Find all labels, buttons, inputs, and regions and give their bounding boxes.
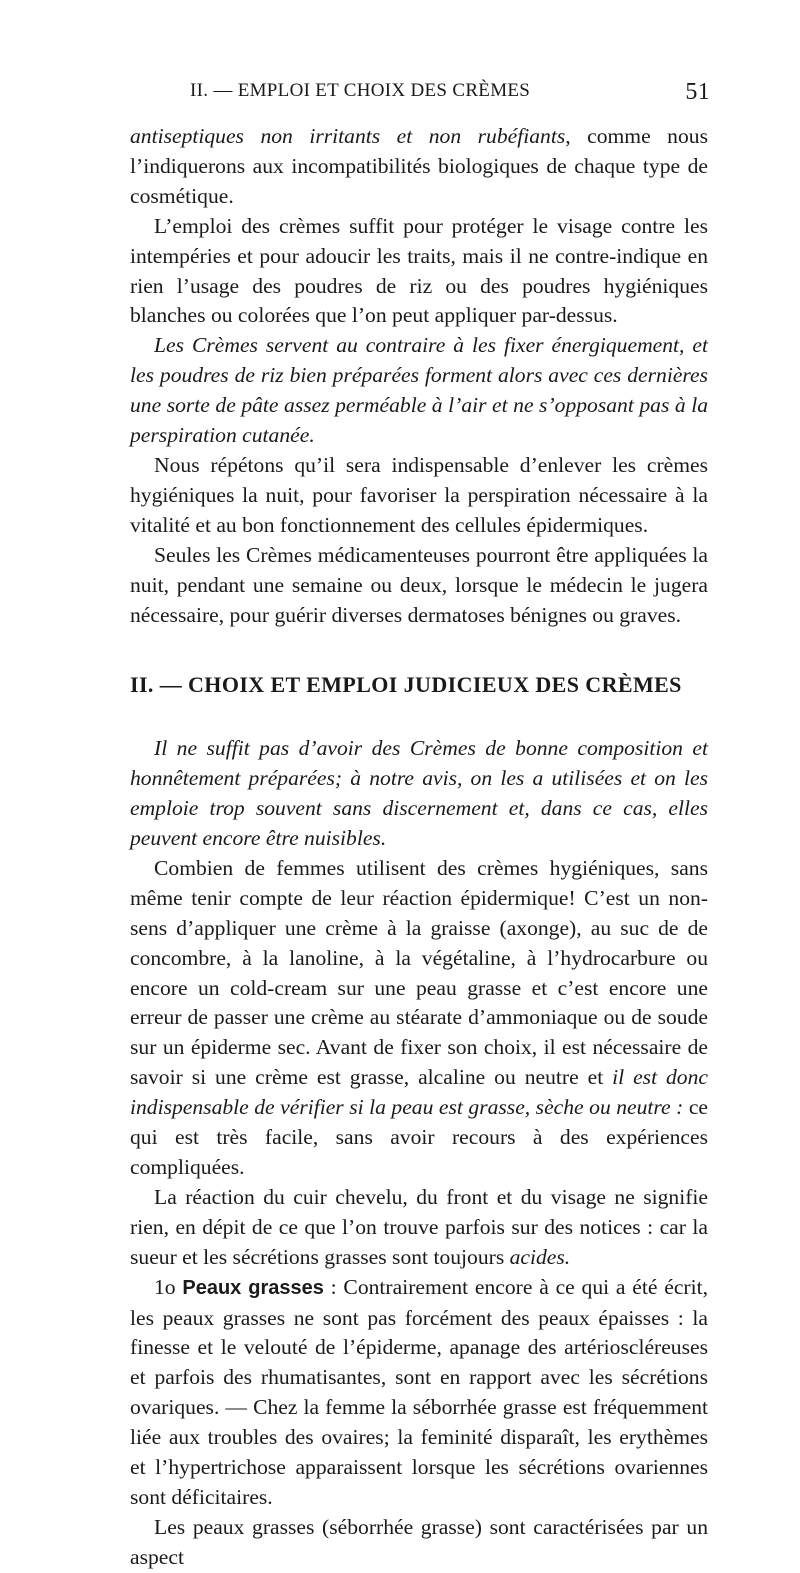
subheading-run: Peaux grasses (182, 1276, 324, 1299)
running-title: II. — EMPLOI ET CHOIX DES CRÈMES (190, 80, 531, 101)
paragraph: Les Crèmes servent au contraire à les fixer énergiquement, et les poudres de riz bien préparées forment alors avec ces dernières une sorte de pâte assez perméable à l’air et ne s’opposant pas à la perspiration cutanée. (130, 333, 708, 448)
paragraph (130, 854, 708, 1183)
list-number: 1o (154, 1274, 176, 1299)
paragraph (130, 122, 708, 212)
italic-run: il est donc indispensable de vérifier si la peau est grasse, sèche ou neutre : (130, 1065, 708, 1120)
paragraph (130, 1273, 708, 1513)
text-run: : Contrairement encore à ce qui a été écrit, les peaux grasses ne sont pas forcément des peaux épaisses : la finesse et le velouté de l’épiderme, apanage des artérioscléreuses et parfois des rhumatisantes, sont en rapport avec les sécrétions ovariques. — Chez la femme la séborrhée grasse est fréquemment liée aux troubles des ovaires; la feminité disparaît, les erythèmes et l’hypertrichose apparaissent lorsque les sécrétions ovariennes sont déficitaires. (130, 1274, 708, 1509)
text-run: , comme nous l’indiquerons aux incompatibilités biologiques de chaque type de cosmétique. (130, 124, 708, 208)
paragraph: Les peaux grasses (séborrhée grasse) sont caractérisées par un aspect (130, 1514, 708, 1569)
paragraph: L’emploi des crèmes suffit pour protéger le visage contre les intempéries et pour adoucir les traits, mais il ne contre-indique en rien l’usage des poudres de riz ou des poudres hygiéniques blanches ou colorées que l’on peut appliquer par-dessus. (130, 213, 708, 328)
text-run: Combien de femmes utilisent des crèmes hygiéniques, sans même tenir compte de leur réaction épidermique! C’est un non-sens d’appliquer une crème à la graisse (axonge), au suc de de concombre, à la lanoline, à la végétaline, à l’hydrocarbure ou encore un cold-cream sur une peau grasse et c’est encore une erreur de passer une crème au stéarate d’ammoniaque ou de soude sur un épiderme sec. Avant de fixer son choix, il est nécessaire de savoir si une crème est grasse, alcaline ou neutre et (130, 855, 708, 1090)
paragraph (130, 1183, 708, 1273)
body-text (130, 122, 708, 1573)
italic-run: acides. (509, 1244, 571, 1269)
text-run: La réaction du cuir chevelu, du front et du visage ne signifie rien, en dépit de ce que l’on trouve parfois sur des notices : car la sueur et les sécrétions grasses sont toujours (130, 1184, 708, 1269)
paragraph: Il ne suffit pas d’avoir des Crèmes de bonne composition et honnêtement préparées; à notre avis, on les a utilisées et on les emploie trop souvent sans discernement et, dans ce cas, elles peuvent encore être nuisibles. (130, 736, 708, 851)
italic-run: antiseptiques non irritants et non rubéfiants (130, 124, 566, 148)
paragraph: Nous répétons qu’il sera indispensable d’enlever les crèmes hygiéniques la nuit, pour favoriser la perspiration nécessaire à la vitalité et au bon fonctionnement des cellules épidermiques. (130, 452, 708, 537)
page-number: 51 (685, 79, 710, 105)
text-run: ce qui est très facile, sans avoir recours à des expériences compliquées. (130, 1095, 708, 1179)
section-heading: II. — CHOIX ET EMPLOI JUDICIEUX DES CRÈMES (130, 672, 682, 698)
paragraph: Seules les Crèmes médicamenteuses pourront être appliquées la nuit, pendant une semaine ou deux, lorsque le médecin le jugera nécessaire, pour guérir diverses dermatoses bénignes ou graves. (130, 542, 708, 627)
